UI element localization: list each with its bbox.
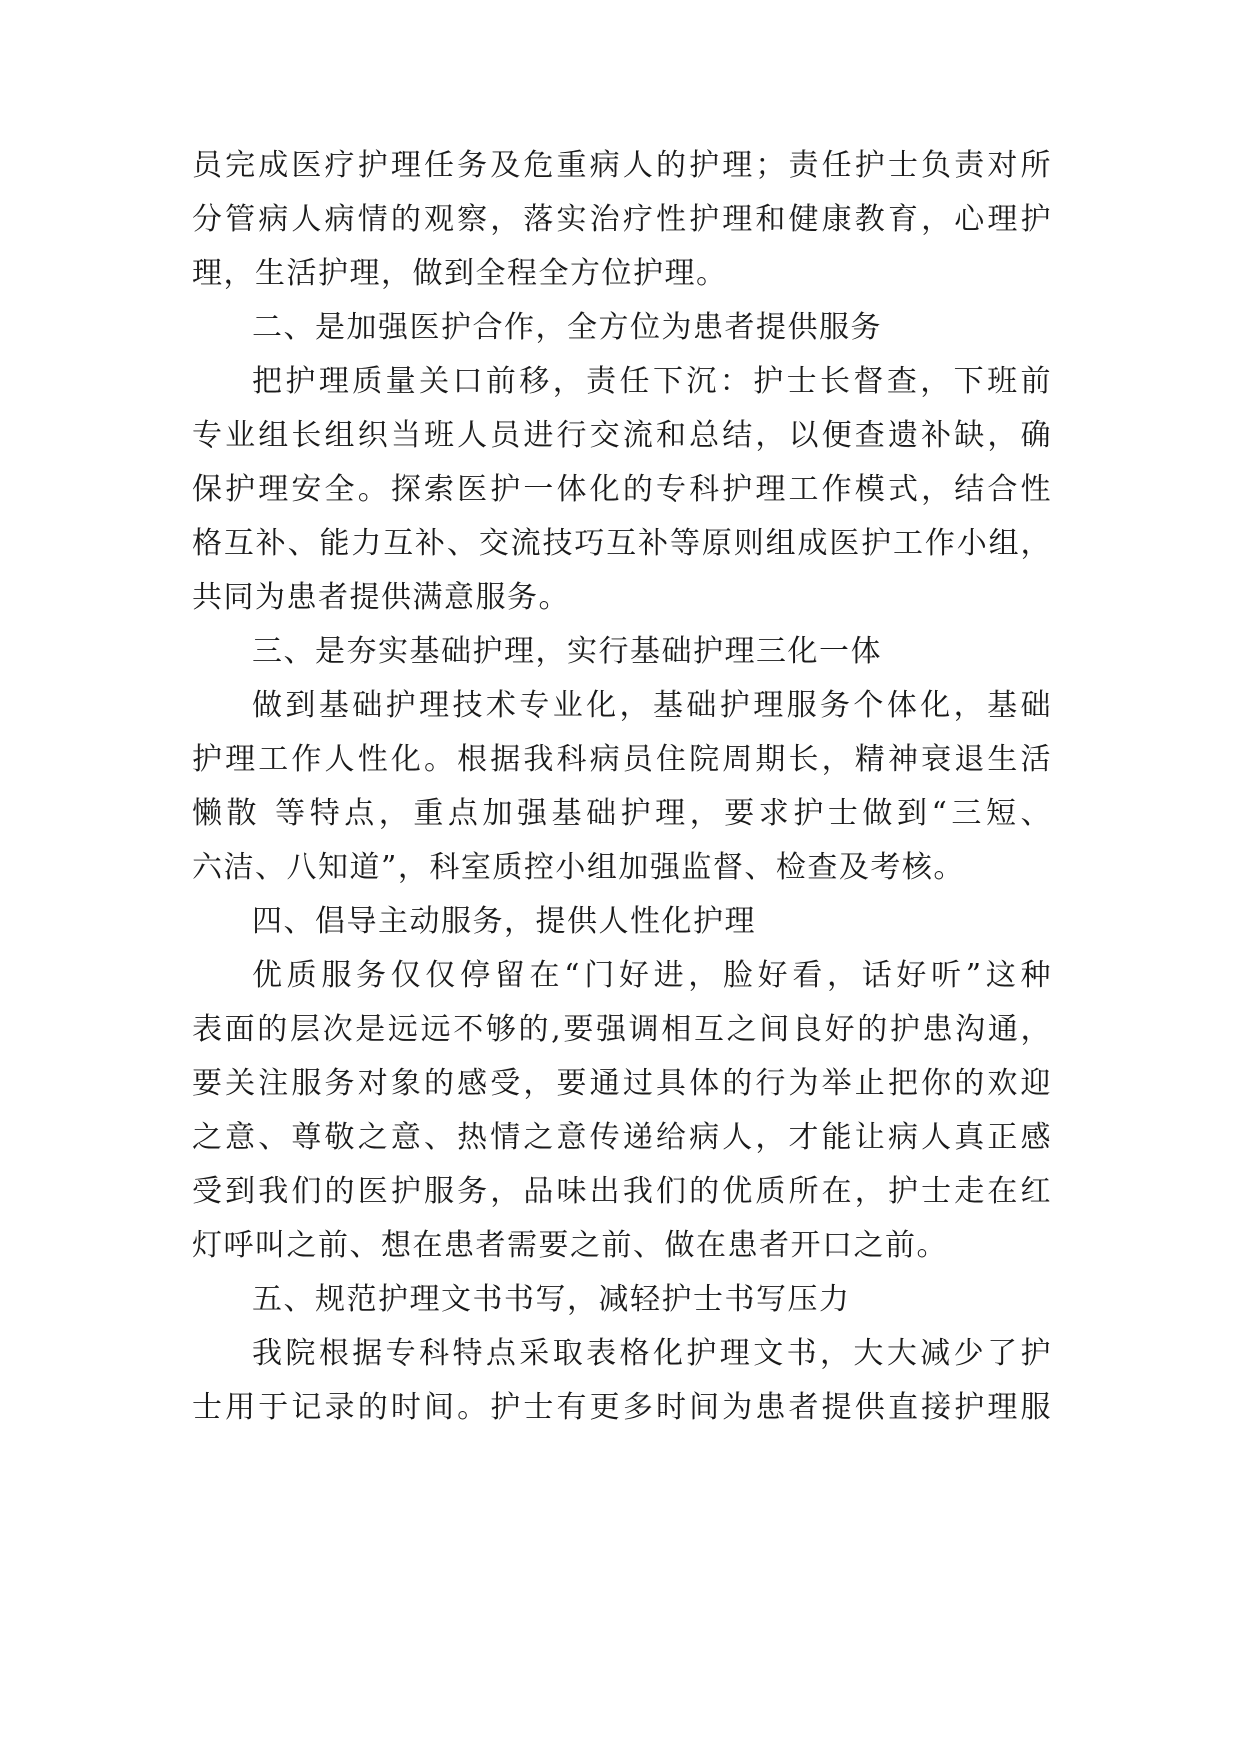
section-heading: 四、倡导主动服务，提供人性化护理 <box>252 904 756 939</box>
body-text-line: 专业组长组织当班人员进行交流和总结，以便查遗补缺，确 <box>192 418 1052 453</box>
body-text-line: 之意、尊敬之意、热情之意传递给病人，才能让病人真正感 <box>192 1120 1052 1155</box>
body-text-line: 员完成医疗护理任务及危重病人的护理；责任护士负责对所 <box>192 148 1052 183</box>
section-heading: 五、规范护理文书书写，减轻护士书写压力 <box>252 1282 851 1317</box>
body-text-line: 士用于记录的时间。护士有更多时间为患者提供直接护理服 <box>192 1390 1052 1425</box>
body-text-line: 保护理安全。探索医护一体化的专科护理工作模式，结合性 <box>192 472 1052 507</box>
body-text-line: 懒散 等特点，重点加强基础护理，要求护士做到“三短、 <box>192 796 1052 831</box>
body-text-line: 优质服务仅仅停留在“门好进，脸好看，话好听”这种 <box>252 958 1052 993</box>
body-text-line: 灯呼叫之前、想在患者需要之前、做在患者开口之前。 <box>192 1228 948 1263</box>
body-text-line: 六洁、八知道”，科室质控小组加强监督、检查及考核。 <box>192 850 965 885</box>
body-text-line: 护理工作人性化。根据我科病员住院周期长，精神衰退生活 <box>192 742 1052 777</box>
body-text-line: 表面的层次是远远不够的,要强调相互之间良好的护患沟通， <box>192 1012 1052 1047</box>
body-text-line: 共同为患者提供满意服务。 <box>192 580 570 615</box>
body-text-line: 我院根据专科特点采取表格化护理文书，大大减少了护 <box>252 1336 1052 1371</box>
body-text-line: 做到基础护理技术专业化，基础护理服务个体化，基础 <box>252 688 1052 723</box>
section-heading: 二、是加强医护合作，全方位为患者提供服务 <box>252 310 882 345</box>
body-text-line: 要关注服务对象的感受，要通过具体的行为举止把你的欢迎 <box>192 1066 1052 1101</box>
section-heading: 三、是夯实基础护理，实行基础护理三化一体 <box>252 634 882 669</box>
body-text-line: 受到我们的医护服务，品味出我们的优质所在，护士走在红 <box>192 1174 1052 1209</box>
body-text-line: 把护理质量关口前移，责任下沉：护士长督查，下班前 <box>252 364 1052 399</box>
body-text-line: 格互补、能力互补、交流技巧互补等原则组成医护工作小组， <box>192 526 1052 561</box>
body-text-line: 理，生活护理，做到全程全方位护理。 <box>192 256 728 291</box>
body-text-line: 分管病人病情的观察，落实治疗性护理和健康教育，心理护 <box>192 202 1052 237</box>
